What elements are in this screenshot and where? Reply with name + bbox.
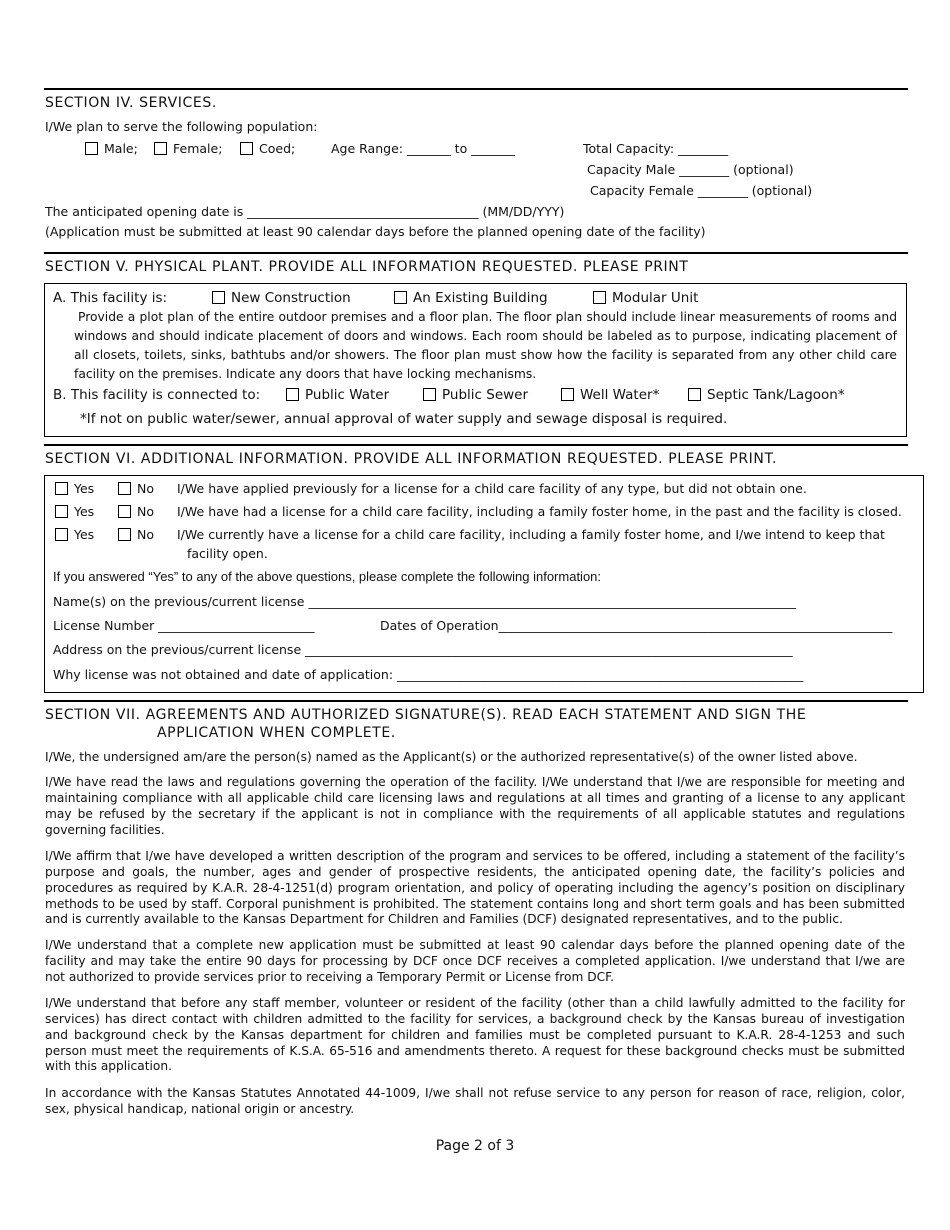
agreement-paragraph-2: I/We have read the laws and regulations governing the operation of the facility. I/We understand that I/we are responsible for meeting and maintaining compliance with all applicable child care licensing laws and regulations at all times and granting of a license to any applicant may be refused by the secretary if the applicant is not in compliance with the requirements of all applicable statutes and regulations governing facilities.: [45, 775, 905, 837]
agreement-paragraph-4: I/We understand that a complete new application must be submitted at least 90 calendar days before the planned opening date of the facility and may take the entire 90 days for processing by DCF once DCF receives a completed application. I/we understand that I/we are not authorized to provide services prior to receiving a Temporary Permit or License from DCF.: [45, 938, 905, 984]
plot-plan-instructions: Provide a plot plan of the entire outdoor premises and a floor plan. The floor plan should include linear measurements of rooms and windows and should indicate placement of doors and windows. Each room should be labeled as to purpose, indicating placement of all closets, toilets, sinks, bathtubs and/or showers. The floor plan must show how the facility is separated from any other child care facility on the premises. Indicate any doors that have locking mechanisms.: [74, 310, 897, 382]
coed-checkbox[interactable]: [240, 142, 253, 155]
modular-unit-option[interactable]: [593, 290, 698, 307]
q1-yes-option[interactable]: [55, 481, 94, 497]
section-vii-top-rule: [44, 700, 908, 702]
if-yes-instructions: If you answered “Yes” to any of the above questions, please complete the following information:: [53, 569, 602, 584]
q1-yes-checkbox[interactable]: [55, 482, 68, 495]
q2-yes-option[interactable]: [55, 504, 94, 520]
public-water-label: Public Water: [305, 387, 390, 403]
opening-date-field[interactable]: The anticipated opening date is _____________________________________ (MM/DD/YYY): [45, 204, 565, 219]
yes-label: Yes: [74, 527, 95, 542]
new-construction-label: New Construction: [231, 290, 351, 306]
water-footnote: *If not on public water/sewer, annual approval of water supply and sewage disposal is required.: [80, 411, 728, 427]
section-vii-heading: SECTION VII. AGREEMENTS AND AUTHORIZED SIGNATURE(S). READ EACH STATEMENT AND SIGN THE: [45, 707, 807, 723]
q3-yes-option[interactable]: [55, 527, 94, 543]
section-v-top-rule: [44, 252, 908, 254]
capacity-male-field[interactable]: Capacity Male ________ (optional): [587, 162, 794, 177]
septic-checkbox[interactable]: [688, 388, 701, 401]
yes-label: Yes: [74, 481, 95, 496]
q3-yes-checkbox[interactable]: [55, 528, 68, 541]
female-option[interactable]: [154, 141, 222, 157]
public-sewer-option[interactable]: [423, 387, 528, 404]
q3-no-checkbox[interactable]: [118, 528, 131, 541]
septic-label: Septic Tank/Lagoon*: [707, 387, 845, 403]
question-1: I/We have applied previously for a license for a child care facility of any type, but did not obtain one.: [177, 481, 807, 496]
q2-yes-checkbox[interactable]: [55, 505, 68, 518]
section-iv-top-rule: [44, 88, 908, 90]
section-vi-heading: SECTION VI. ADDITIONAL INFORMATION. PROVIDE ALL INFORMATION REQUESTED. PLEASE PRINT.: [45, 451, 778, 467]
question-3-continued: facility open.: [187, 546, 268, 561]
q2-no-checkbox[interactable]: [118, 505, 131, 518]
page-number: Page 2 of 3: [435, 1138, 515, 1154]
agreement-paragraph-1: I/We, the undersigned am/are the person(s) named as the Applicant(s) or the authorized representative(s) of the owner listed above.: [45, 750, 858, 764]
question-2: I/We have had a license for a child care facility, including a family foster home, in the past and the facility is closed.: [177, 504, 902, 519]
male-option[interactable]: [85, 141, 138, 157]
yes-label: Yes: [74, 504, 95, 519]
capacity-female-field[interactable]: Capacity Female ________ (optional): [590, 183, 813, 198]
male-label: Male;: [104, 141, 138, 156]
q2-no-option[interactable]: [118, 504, 154, 520]
section-iv-heading: SECTION IV. SERVICES.: [45, 95, 217, 111]
age-range-field[interactable]: Age Range: _______ to _______: [331, 141, 515, 156]
q3-no-option[interactable]: [118, 527, 154, 543]
facility-type-label: A. This facility is:: [53, 290, 168, 306]
public-sewer-label: Public Sewer: [442, 387, 529, 403]
no-label: No: [137, 504, 154, 519]
population-intro: I/We plan to serve the following population:: [45, 119, 318, 134]
previous-license-address-field[interactable]: Address on the previous/current license ______________________________________________________________________________: [53, 642, 793, 657]
well-water-option[interactable]: [561, 387, 659, 404]
section-vii-heading-continued: APPLICATION WHEN COMPLETE.: [157, 725, 396, 741]
no-label: No: [137, 527, 154, 542]
well-water-label: Well Water*: [580, 387, 660, 403]
female-checkbox[interactable]: [154, 142, 167, 155]
license-number-field[interactable]: License Number _________________________: [53, 618, 315, 633]
section-vi-top-rule: [44, 444, 908, 446]
public-sewer-checkbox[interactable]: [423, 388, 436, 401]
public-water-option[interactable]: [286, 387, 389, 404]
why-not-obtained-field[interactable]: Why license was not obtained and date of application: _________________________________________________________________: [53, 667, 804, 682]
connection-label: B. This facility is connected to:: [53, 387, 261, 403]
modular-unit-label: Modular Unit: [612, 290, 699, 306]
existing-building-option[interactable]: [394, 290, 548, 307]
total-capacity-field[interactable]: Total Capacity: ________: [583, 141, 729, 156]
existing-building-checkbox[interactable]: [394, 291, 407, 304]
new-construction-checkbox[interactable]: [212, 291, 225, 304]
agreement-paragraph-6: In accordance with the Kansas Statutes Annotated 44-1009, I/we shall not refuse service to any person for reason of race, religion, color, sex, physical handicap, national origin or ancestry.: [45, 1086, 905, 1116]
coed-option[interactable]: [240, 141, 295, 157]
no-label: No: [137, 481, 154, 496]
opening-date-note: (Application must be submitted at least 90 calendar days before the planned opening date of the facility): [45, 224, 706, 239]
agreement-paragraph-3: I/We affirm that I/we have developed a written description of the program and services to be offered, including a statement of the facility’s purpose and goals, the number, ages and gender of prospective residents, the anticipated opening date, the facility’s policies and procedures as required by K.A.R. 28-4-1251(d) program orientation, and policy of operating including the agency’s position on disciplinary methods to be used by staff. Corporal punishment is prohibited. The statement contains long and short term goals and has been submitted and is currently available to the Kansas Department for Children and Families (DCF) designated representatives, and to the public.: [45, 849, 905, 927]
male-checkbox[interactable]: [85, 142, 98, 155]
new-construction-option[interactable]: [212, 290, 351, 307]
public-water-checkbox[interactable]: [286, 388, 299, 401]
coed-label: Coed;: [259, 141, 296, 156]
question-3: I/We currently have a license for a child care facility, including a family foster home, and I/we intend to keep that: [177, 527, 885, 542]
existing-building-label: An Existing Building: [413, 290, 548, 306]
well-water-checkbox[interactable]: [561, 388, 574, 401]
female-label: Female;: [173, 141, 223, 156]
septic-option[interactable]: [688, 387, 845, 404]
modular-unit-checkbox[interactable]: [593, 291, 606, 304]
agreement-paragraph-5: I/We understand that before any staff member, volunteer or resident of the facility (other than a child lawfully admitted to the facility for services) has direct contact with children admitted to the facility for services, a background check by the Kansas bureau of investigation and background check by the Kansas department for children and families must be completed pursuant to K.A.R. 28-4-1253 and such person must meet the requirements of K.S.A. 65-516 and amendments thereto. A request for these background checks must be submitted with this application.: [45, 996, 905, 1074]
dates-of-operation-field[interactable]: Dates of Operation_______________________________________________________________: [380, 618, 893, 633]
q1-no-option[interactable]: [118, 481, 154, 497]
q1-no-checkbox[interactable]: [118, 482, 131, 495]
previous-license-names-field[interactable]: Name(s) on the previous/current license ______________________________________________________________________________: [53, 594, 796, 609]
section-v-heading: SECTION V. PHYSICAL PLANT. PROVIDE ALL INFORMATION REQUESTED. PLEASE PRINT: [45, 259, 689, 275]
